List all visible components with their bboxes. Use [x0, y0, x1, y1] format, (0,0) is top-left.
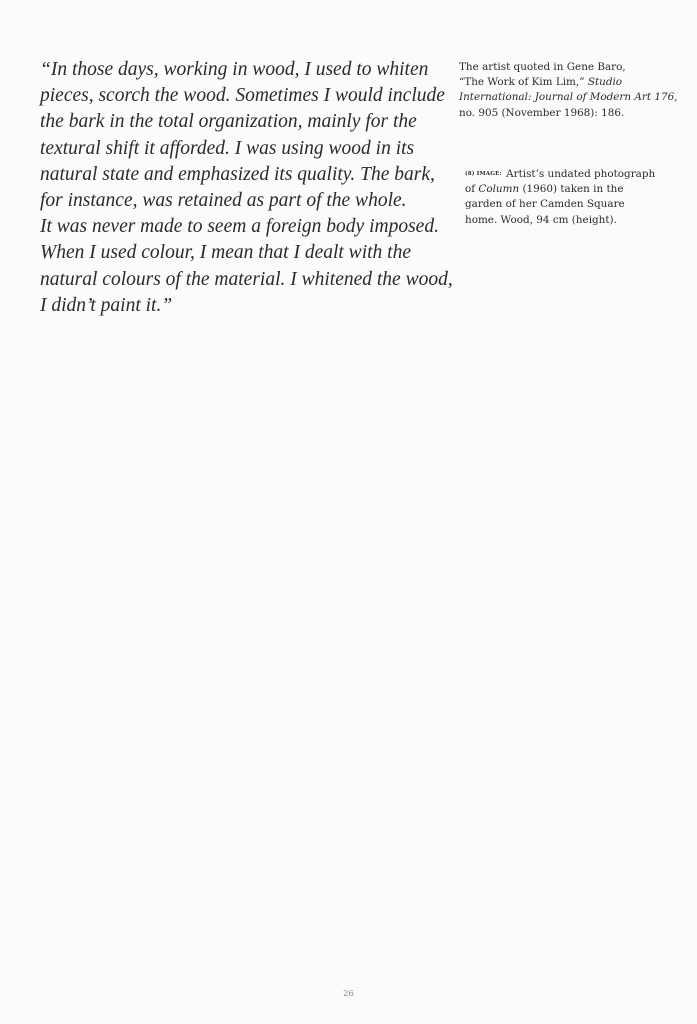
quote-line: I didn’t paint it.”	[40, 294, 173, 316]
quote-line: for instance, was retained as part of the whole.	[40, 190, 407, 212]
caption-text: Artist’s undated photograph	[502, 168, 656, 180]
page-number: 26	[343, 989, 354, 999]
citation-line	[459, 75, 669, 90]
citation-article-title: “The Work of Kim Lim,”	[459, 76, 588, 89]
quote-line: pieces, scorch the wood. Sometimes I would include	[40, 85, 445, 107]
caption-line	[465, 182, 675, 197]
citation-punctuation: ,	[674, 91, 678, 104]
citation-line	[459, 90, 678, 105]
citation-journal-title: Studio	[587, 76, 623, 89]
caption-label: (8) IMAGE:	[465, 171, 502, 177]
artwork-title: Column	[478, 183, 520, 196]
caption-line: home. Wood, 94 cm (height).	[465, 213, 617, 226]
caption-text: (1960) taken in the	[519, 183, 624, 196]
citation-line: no. 905 (November 1968): 186.	[459, 106, 625, 119]
quote-line: “In those days, working in wood, I used to whiten	[40, 59, 429, 80]
citation-note	[459, 60, 678, 121]
citation-line: The artist quoted in Gene Baro,	[459, 61, 626, 73]
caption-text: of	[465, 183, 479, 196]
caption-line	[465, 167, 675, 182]
quote-line: the bark in the total organization, mainly for the	[40, 111, 417, 133]
quote-line: When I used colour, I mean that I dealt with the	[40, 242, 411, 264]
quote-line: natural state and emphasized its quality. The bark,	[40, 163, 435, 185]
caption-line: garden of her Camden Square	[465, 198, 625, 211]
quote-line: textural shift it afforded. I was using wood in its	[40, 137, 415, 159]
quote-line: It was never made to seem a foreign body imposed.	[40, 216, 439, 238]
pull-quote	[40, 57, 453, 319]
quote-line: natural colours of the material. I whitened the wood,	[40, 268, 453, 290]
citation-journal-subtitle: International: Journal of Modern Art 176	[459, 91, 675, 104]
image-caption	[465, 167, 675, 228]
